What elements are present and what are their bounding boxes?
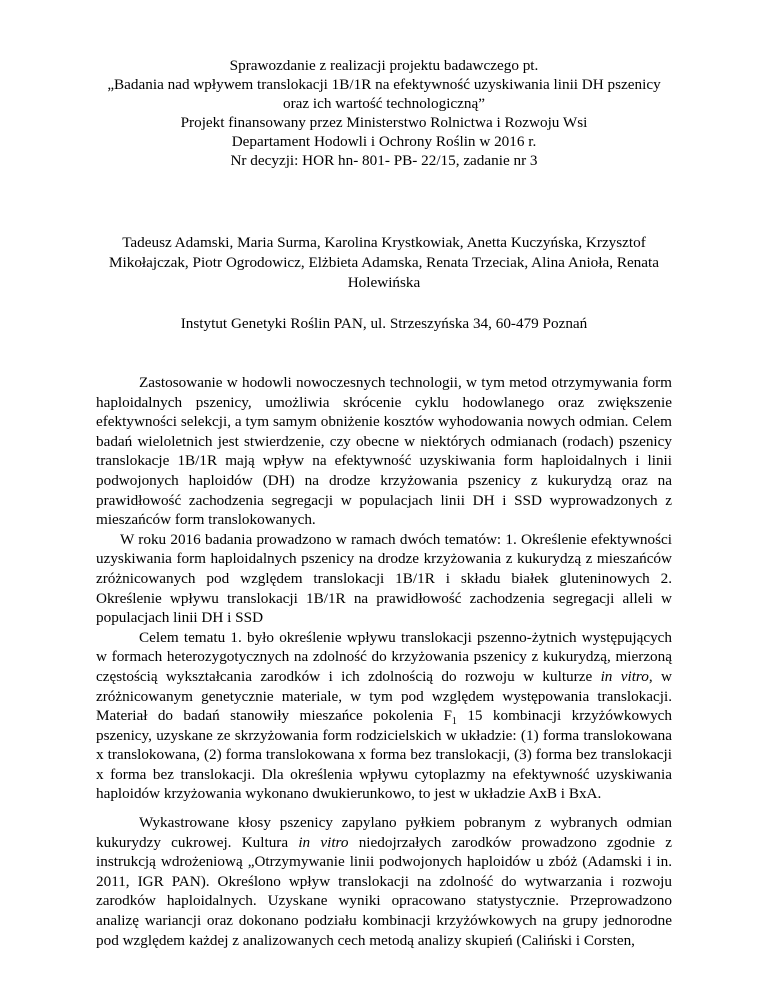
paragraph-3: [96, 628, 672, 804]
header-line-1: Sprawozdanie z realizacji projektu badawczego pt.: [229, 57, 539, 74]
paragraph-4-italic: in vitro: [298, 833, 349, 851]
header-line-6: Nr decyzji: HOR hn- 801- PB- 22/15, zadanie nr 3: [230, 152, 538, 169]
header-line-5: Departament Hodowli i Ochrony Roślin w 2016 r.: [231, 133, 537, 150]
report-header: [96, 56, 672, 170]
authors-list: Tadeusz Adamski, Maria Surma, Karolina Krystkowiak, Anetta Kuczyńska, Krzysztof Mikołajczak, Piotr Ogrodowicz, Elżbieta Adamska, Renata Trzeciak, Alina Anioła, Renata Holewińska: [109, 234, 659, 291]
institute-affiliation: Instytut Genetyki Roślin PAN, ul. Strzeszyńska 34, 60-479 Poznań: [180, 315, 588, 332]
paragraph-1: Zastosowanie w hodowli nowoczesnych technologii, w tym metod otrzymywania form haploidalnych pszenicy, umożliwia skrócenie cyklu hodowlanego oraz zwiększenie efektywności selekcji, a tym samym obniżenie kosztów wyhodowania nowych odmian. Celem badań wieloletnich jest stwierdzenie, czy obecne w niektórych odmianach (rodach) pszenicy translokacje 1B/1R mają wpływ na efektywność uzyskiwania form haploidalnych i linii podwojonych haploidów (DH) na drodze krzyżowania pszenicy z kukurydzą oraz na prawidłowość zachodzenia segregacji w populacjach linii DH i SSD wyprowadzonych z mieszańców form translokowanych.: [96, 374, 672, 529]
paragraph-2: W roku 2016 badania prowadzono w ramach dwóch tematów: 1. Określenie efektywności uzyskiwania form haploidalnych pszenicy na drodze krzyżowania z kukurydzą z mieszańców zróżnicowanych pod względem translokacji 1B/1R i składu białek gluteninowych 2. Określenie wpływu translokacji 1B/1R na prawidłowość zachodzenia segregacji alleli w populacjach linii DH i SSD: [96, 530, 672, 627]
paragraph-4-text-a: Wykastrowane kłosy pszenicy zapylano pyłkiem pobranym z wybranych odmian kukurydzy cukrowej. Kultura: [96, 814, 672, 851]
paragraph-4: [96, 813, 672, 950]
report-body: [96, 373, 672, 950]
header-line-4: Projekt finansowany przez Ministerstwo Rolnictwa i Rozwoju Wsi: [180, 114, 588, 131]
paragraph-3-italic: in vitro: [600, 667, 649, 685]
paragraph-3-text-a: Celem tematu 1. było określenie wpływu translokacji pszenno-żytnich występujących w formach heterozygotycznych na zdolność do krzyżowania pszenicy z kukurydzą, mierzoną częstością wykształcania zarodków i ich zdolnością do rozwoju w kulturze: [96, 628, 672, 685]
paragraph-3-subscript: 1: [451, 716, 457, 728]
paragraph-4-text-b: niedojrzałych zarodków prowadzono zgodnie z instrukcją wdrożeniową „Otrzymywanie linii podwojonych haploidów u zbóż (Adamski i in. 2011, IGR PAN). Określono wpływ translokacji na zdolność do wytwarzania i rozwoju zarodków haploidalnych. Uzyskane wyniki opracowano statystycznie. Przeprowadzono analizę wariancji oraz dokonano podziału kombinacji krzyżówkowych na grupy jednorodne pod względem każdej z analizowanych cech metodą analizy skupień (Caliński i Corsten,: [96, 833, 673, 949]
paragraph-3-text-c: 15 kombinacji krzyżówkowych pszenicy, uzyskane ze skrzyżowania form rodzicielskich w układzie: (1) forma translokowana x translokowana, (2) forma translokowana x forma bez translokacji, (3) forma bez translokacji x forma bez translokacji. Dla określenia wpływu cytoplazmy na efektywność uzyskiwania haploidów krzyżowania wykonano dwukierunkowo, to jest w układzie AxB i BxA.: [96, 707, 673, 803]
header-line-3: oraz ich wartość technologiczną”: [283, 95, 485, 112]
paragraph-3-text-b: , w zróżnicowanym genetycznie materiale, w tym pod względem występowania translokacji. Materiał do badań stanowiły mieszańce pokolenia F: [96, 667, 673, 725]
header-line-2: „Badania nad wpływem translokacji 1B/1R na efektywność uzyskiwania linii DH pszenicy: [107, 76, 661, 93]
